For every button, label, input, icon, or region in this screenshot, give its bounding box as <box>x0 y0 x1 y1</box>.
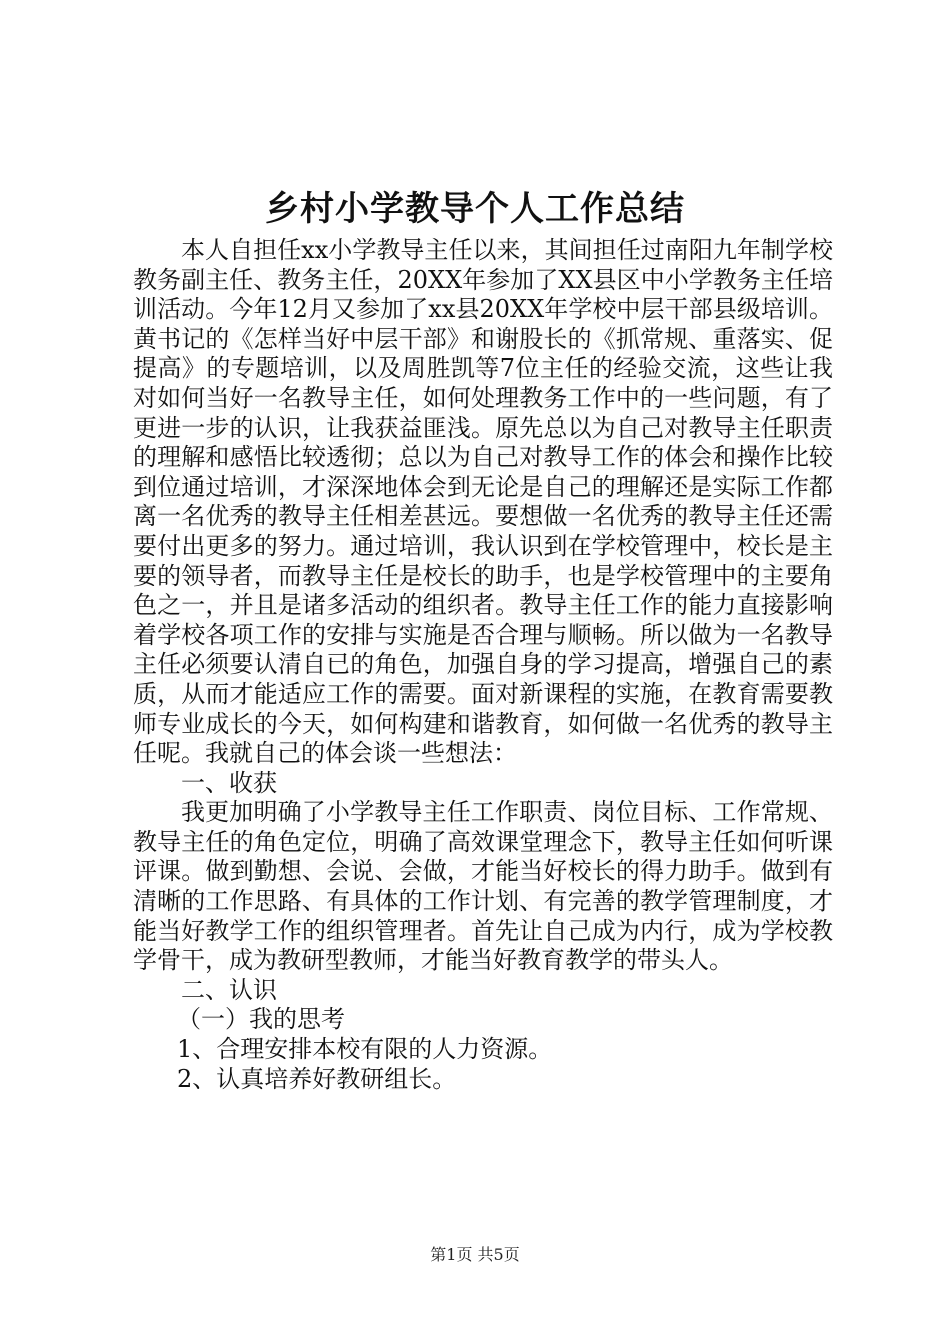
section-heading-harvest: 一、收获 <box>181 768 277 797</box>
page-number-footer: 第1页 共5页 <box>430 1245 520 1264</box>
document-title: 乡村小学教导个人工作总结 <box>265 189 685 229</box>
section-heading-understanding: 二、认识 <box>181 975 277 1004</box>
list-item: 1、合理安排本校有限的人力资源。 <box>177 1035 553 1064</box>
list-item: 2、认真培养好教研组长。 <box>177 1064 457 1093</box>
harvest-paragraph: 我更加明确了小学教导主任工作职责、岗位目标、工作常规、教导主任的角色定位，明确了高效课堂理念下，教导主任如何听课评课。做到勤想、会说、会做，才能当好校长的得力助手。做到有清晰的工作思路、有具体的工作计划、有完善的教学管理制度，才能当好教学工作的组织管理者。首先让自己成为内行，成为学校教学骨干，成为教研型教师，才能当好教育教学的带头人。 <box>133 798 833 975</box>
intro-paragraph: 本人自担任xx小学教导主任以来，其间担任过南阳九年制学校教务副主任、教务主任，20XX年参加了XX县区中小学教务主任培训活动。今年12月又参加了xx县20XX年学校中层干部县级培训。黄书记的《怎样当好中层干部》和谢股长的《抓常规、重落实、促提高》的专题培训，以及周胜凯等7位主任的经验交流，这些让我对如何当好一名教导主任，如何处理教务工作中的一些问题，有了更进一步的认识，让我获益匪浅。原先总以为自己对教导主任职责的理解和感悟比较透彻；总以为自己对教导工作的体会和操作比较到位通过培训，才深深地体会到无论是自己的理解还是实际工作都离一名优秀的教导主任相差甚远。要想做一名优秀的教导主任还需要付出更多的努力。通过培训，我认识到在学校管理中，校长是主要的领导者，而教导主任是校长的助手，也是学校管理中的主要角色之一，并且是诸多活动的组织者。教导主任工作的能力直接影响着学校各项工作的安排与实施是否合理与顺畅。所以做为一名教导主任必须要认清自已的角色，加强自身的学习提高，增强自己的素质，从而才能适应工作的需要。面对新课程的实施，在教育需要教师专业成长的今天，如何构建和谐教育，如何做一名优秀的教导主任呢。我就自己的体会谈一些想法： <box>133 236 833 768</box>
subsection-heading-thinking: （一）我的思考 <box>177 1005 345 1034</box>
document-body <box>133 236 833 1094</box>
